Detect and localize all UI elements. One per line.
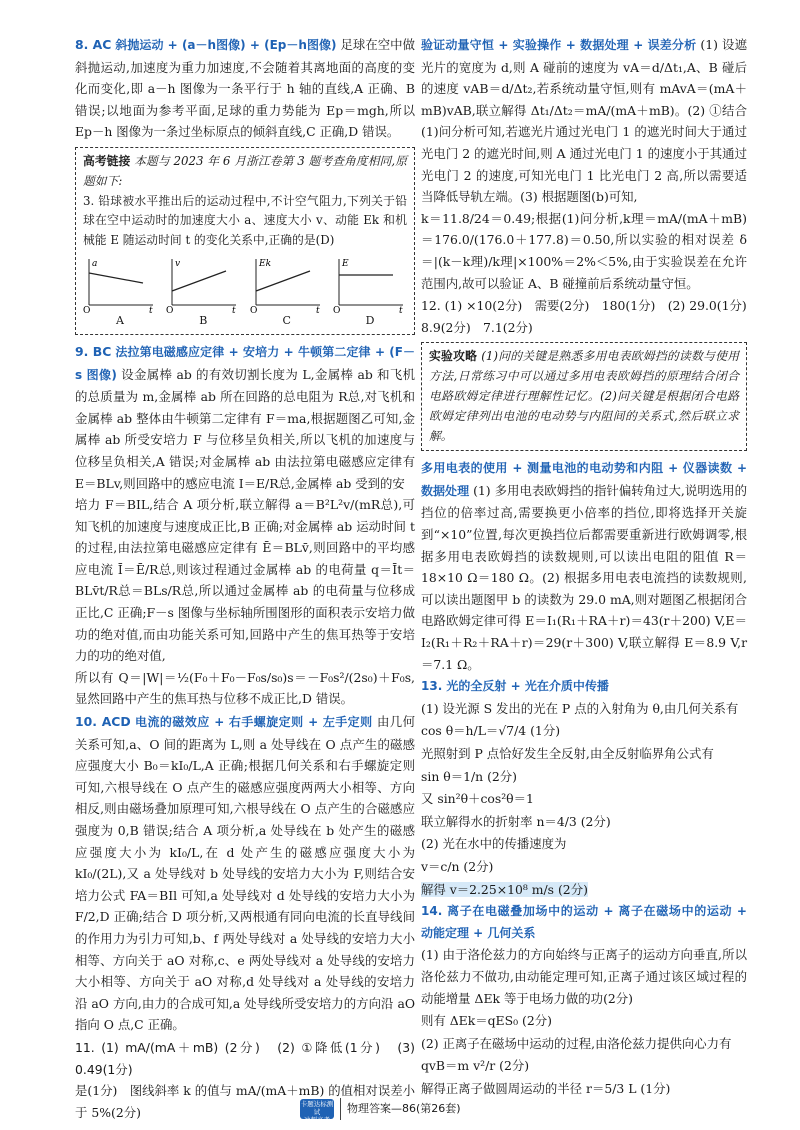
q14-p2: (2) 正离子在磁场中运动的过程,由洛伦兹力提供向心力有: [421, 1035, 732, 1051]
q13-eq4: 联立解得水的折射率 n＝4/3 (2分): [421, 813, 611, 829]
page-footer: [300, 1098, 520, 1124]
graph-b-ylabel: v: [175, 258, 181, 269]
graph-b-plot: [166, 255, 240, 313]
graph-a-caption: A: [116, 313, 124, 327]
q9-text-2: 培力 F＝BIL,结合 A 项分析,联立解得 a＝B²L²v/(mR总),可知飞机的加速度与速度成正比,B 正确;对金属棒 ab 运动时间 t 的过程,由法拉第电磁感应定律有 Ē＝BLv̄,则回路中的平均感应电流 Ī＝Ē/R总,则该过程通过金属棒 ab 的电荷量 q＝Īt＝BLv̄t/R总＝BLs/R总,所以通过金属棒 ab 的电荷量与位移成正比,C 正确;F－s 图像与坐标轴所围图形的面积表示安培力做功的绝对值,而由功能关系可知,回路中产生的焦耳热等于安培力的功的绝对值,: [75, 497, 415, 664]
q11-analysis-1: (1) 设遮光片的宽度为 d,则 A 碰前的速度为 vA＝d/Δt₁,A、B 碰后的速度 vAB＝d/Δt₂,若系统动量守恒,则有 mAvA＝(mA＋mB)vAB,联立解得 Δt₁/Δt₂＝mA/(mA＋mB)。(2) ①结合(1)问分析可知,若遮光片通过光电门 1 的遮光时间大于通过光电门 2 的遮光时间,则 A 通过光电门 1 的速度小于其通过光电门 2 的速度,可知光电门 1 比光电门 2 高,所以需要适当降低导轨左端。(3) 根据题图(b)可知,: [421, 37, 747, 205]
q13-p3: (2) 光在水中的传播速度为: [421, 836, 567, 852]
graph-b-origin: O: [166, 305, 174, 313]
logo-line2: 冲刺高考: [304, 1115, 330, 1124]
answer-q8: [75, 34, 415, 143]
answer-q9: [75, 341, 415, 710]
graph-a-curve: [89, 273, 143, 283]
q10-text: 由几何关系可知,a、O 间的距离为 L,则 a 处导线在 O 点产生的磁感应强度大小 B₀＝kI₀/L,A 正确;根据几何关系和右手螺旋定则可知,六根导线在 O 点产生的磁感应强度两两大小相等、方向相反,则由磁场叠加原理可知,六根导线在 O 点产生的合磁感应强度为 0,B 错误;结合 A 项分析,a 处导线在 b 处产生的磁感应强度大小为 kI₀/L,在 d 处产生的磁感应强度大小为 kI₀/(2L),又 a 处导线对 b 处导线的安培力大小为 F,则结合安培力公式 FA＝BIl 可知,a 处导线对 d 处导线的安培力大小为 F/2,D 正确;结合 D 项分析,又两根通有同向电流的长直导线间的作用力为引力可知,b、f 两处导线对 a 处导线的安培力大小相等、方向关于 aO 对称,c、e 两处导线对 a 处导线的安培力大小相等、方向关于 aO 对称,d 处导线对 a 处导线的安培力沿 aO 方向,由力的合成可知,a 处导线所受安培力的方向沿 aO 指向 O 点,C 正确。: [75, 714, 415, 1033]
graph-c-plot: [250, 255, 324, 313]
q14-eq3: 解得正离子做圆周运动的半径 r＝5/3 L (1分): [421, 1080, 671, 1096]
answer-q14: [421, 901, 747, 1099]
graph-d-caption: D: [365, 313, 375, 327]
q12-line2: 8.9(2分) 7.1(2分): [421, 319, 533, 335]
graph-a-plot: [83, 255, 157, 313]
graph-b-caption: B: [199, 313, 208, 327]
answer-q13: [421, 676, 747, 900]
q13-eq1: cos θ＝h/L＝√7/4 (1分): [421, 723, 561, 739]
graph-a-origin: O: [83, 305, 91, 313]
page-number: 物理答案—86(第26套): [340, 1098, 461, 1120]
q13-eq2: sin θ＝1/n (2分): [421, 768, 518, 784]
graph-c-xlabel: t: [315, 305, 320, 313]
q9-number: 9. BC: [75, 343, 112, 359]
q11-tags: 验证动量守恒 + 实验操作 + 数据处理 + 误差分析: [421, 38, 697, 52]
box12-title: 实验攻略: [429, 349, 478, 364]
graph-d-ylabel: E: [341, 258, 349, 269]
publisher-logo: [300, 1099, 334, 1124]
q13-eq3: 又 sin²θ＋cos²θ＝1: [421, 791, 534, 807]
graph-c-origin: O: [249, 305, 258, 313]
graph-a: [83, 255, 157, 328]
q9-text-3: 所以有 Q＝|W|＝½(F₀＋F₀－F₀s/s₀)s＝－F₀s²/(2s₀)＋F₀s,显然回路中产生的焦耳热与位移不成正比,D 错误。: [75, 669, 415, 707]
graph-b-curve: [172, 271, 226, 291]
q14-eq1: 则有 ΔEk＝qES₀ (2分): [421, 1013, 552, 1029]
graph-c-caption: C: [282, 313, 291, 327]
graph-d-origin: O: [332, 305, 341, 313]
left-column: [75, 34, 415, 1124]
q10-number: 10. ACD: [75, 714, 131, 730]
q10-tags: 电流的磁效应 + 右手螺旋定则 + 左手定则: [135, 715, 373, 730]
q13-eq5: v＝c/n (2分): [421, 858, 494, 874]
q13-p1: (1) 设光源 S 发出的光在 P 点的入射角为 θ,由几何关系有: [421, 700, 739, 716]
q12-tags: 多用电表的使用 + 测量电池的电动势和内阻 + 仪器读数 + 数据处理: [421, 461, 747, 498]
box8-title: 高考链接: [83, 153, 131, 168]
graph-d: [333, 255, 407, 328]
q11-line1: 11. (1) mA/(mA＋mB) (2分) (2) ①降低(1分) (3) 0.49(1分): [75, 1039, 415, 1077]
q14-tags: 14. 离子在电磁叠加场中的运动 + 离子在磁场中的运动 + 动能定理 + 几何关系: [421, 904, 747, 940]
graph-a-xlabel: t: [149, 305, 153, 313]
q12-line1: 12. (1) ×10(2分) 需要(2分) 180(1分) (2) 29.0(1分): [421, 298, 747, 314]
graph-c-curve: [256, 271, 310, 291]
logo-line1: 卡题达标测试: [300, 1099, 334, 1116]
q8-text: 足球在空中做斜抛运动,加速度为重力加速度,不会随着其离地面的高度的变化而变化,即 a－h 图像为一条平行于 h 轴的直线,A 正确、B 错误;以地面为参考平面,足球的重力势能为 Ep＝mgh,所以 Ep－h 图像为一条过坐标原点的倾斜直线,C 正确,D 错误。: [75, 37, 415, 140]
q8-number: 8. AC: [75, 37, 112, 52]
box8-note: 本题与 2023 年 6 月浙江卷第 3 题考查角度相同,原题如下:: [83, 153, 407, 188]
q9-tags: 法拉第电磁感应定律 + 安培力 + 牛顿第二定律 + (F－s 图像): [75, 344, 415, 382]
graph-d-plot: [333, 255, 407, 313]
graph-c-ylabel: Ek: [258, 258, 271, 269]
q13-eq6: 解得 v＝2.25×10⁸ m/s (2分): [421, 881, 588, 897]
answer-q12: [421, 295, 747, 338]
graph-b: [166, 255, 240, 328]
graph-a-ylabel: a: [92, 258, 98, 269]
q9-text-1: 设金属棒 ab 的有效切割长度为 L,金属棒 ab 和飞机的总质量为 m,金属棒 ab 所在回路的总电阻为 R总,对飞机和金属棒 ab 整体由牛顿第二定律有 F＝ma,根据题图乙可知,金属棒 ab 所受安培力 F 与位移呈负相关,所以飞机的加速度与位移呈负相关,A 错误;对金属棒 ab 由法拉第电磁感应定律有 E＝BLv,则回路中的感应电流 I＝E/R总,金属棒 ab 受到的安: [75, 366, 415, 491]
q11-line2: 是(1分) 图线斜率 k 的值与 mA/(mA＋mB) 的值相对误差小于 5%(2分): [75, 1083, 415, 1120]
right-column: [421, 34, 747, 1101]
q12-analysis: (1) 多用电表欧姆挡的指针偏转角过大,说明选用的挡位的倍率过高,需要换更小倍率的挡位,即将选择开关旋到“×10”位置,每次更换挡位后都需要重新进行欧姆调零,根据多用电表欧姆挡的读数规则,可以读出电阻的阻值 R＝18×10 Ω＝180 Ω。(2) 根据多用电表电流挡的读数规则,可以读出题图甲 b 的读数为 29.0 mA,则对题图乙根据闭合电路欧姆定律可得 E＝I₁(R₁＋RA＋r)＝43(r＋200) V,E＝I₂(R₁＋R₂＋RA＋r)＝29(r＋300) V,联立解得 E＝8.9 V,r＝7.1 Ω。: [421, 482, 747, 672]
box12-text: (1)问的关键是熟悉多用电表欧姆挡的读数与使用方法,日常练习中可以通过多用电表欧姆挡的原理结合闭合电路欧姆定律进行理解性记忆。(2)问关键是根据闭合电路欧姆定律列出电池的电动势与内阻间的关系式,然后联立求解。: [429, 349, 739, 443]
answer-q12-analysis: [421, 457, 747, 675]
q8-tags: 斜抛运动 + (a－h图像) + (Ep－h图像): [115, 38, 337, 52]
answer-choice-graphs: [83, 255, 407, 328]
experiment-tips-box: [421, 342, 747, 451]
answer-q10: [75, 711, 415, 1036]
answer-q11-analysis: [421, 34, 747, 294]
box8-question: 3. 铅球被水平推出后的运动过程中,不计空气阻力,下列关于铅球在空中运动时的加速度大小 a、速度大小 v、动能 Ek 和机械能 E 随运动时间 t 的变化关系中,正确的是(D): [83, 193, 407, 248]
gaokao-link-box: [75, 147, 415, 335]
q13-p2: 光照射到 P 点恰好发生全反射,由全反射临界角公式有: [421, 746, 714, 762]
graph-b-xlabel: t: [232, 305, 236, 313]
q11-analysis-2: k＝11.8/24＝0.49;根据(1)问分析,k理＝mA/(mA＋mB)＝176.0/(176.0＋177.8)＝0.50,所以实验的相对误差 δ＝|(k－k理)/k理|×100%＝2%＜5%,由于实验误差在允许范围内,故可以验证 A、B 碰撞前后系统动量守恒。: [421, 210, 747, 291]
q13-tags: 13. 光的全反射 + 光在介质中传播: [421, 679, 609, 694]
q14-p1: (1) 由于洛伦兹力的方向始终与正离子的运动方向垂直,所以洛伦兹力不做功,由动能定理可知,正离子通过该区域过程的动能增量 ΔEk 等于电场力做的功(2分): [421, 947, 747, 1006]
q14-eq2: qvB＝m v²/r (2分): [421, 1058, 530, 1074]
graph-d-xlabel: t: [398, 305, 403, 313]
graph-c: [250, 255, 324, 328]
